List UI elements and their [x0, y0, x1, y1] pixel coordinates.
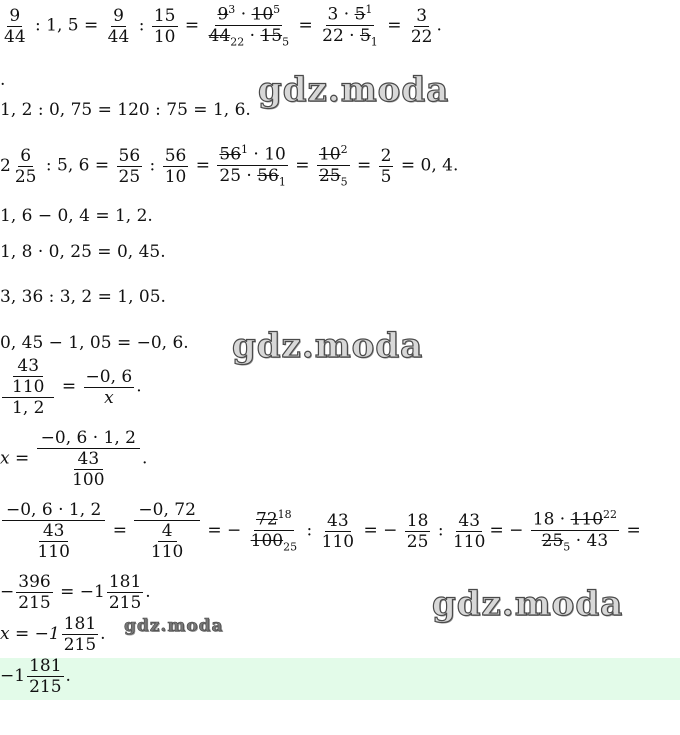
fraction: $\frac{-0, 6}{x}$	[85, 366, 133, 408]
fraction: $\frac{2}{5}$	[380, 145, 392, 187]
fraction: $\frac{6}{25}$	[14, 145, 37, 187]
compound-fraction: $\frac{-0, 6 \cdot 1, 2}{\frac{43}{110}}$	[2, 500, 105, 562]
fraction: $\frac{181}{215}$	[63, 614, 97, 655]
fraction: $\frac{9}{44}$	[4, 5, 26, 47]
equation-line-2: 1, 2 : 0, 75 = 120 : 75 = 1, 6.	[0, 100, 251, 120]
x-expression: x = $\frac{-0, 6 \cdot 1, 2}{\frac{43}{100}}$ .	[0, 428, 148, 490]
reduced-fraction: $\frac{18 \cdot 110^{22}}{25_5 \cdot 43}$	[531, 505, 619, 557]
reduced-fraction: $\frac{10^2}{25_5}$	[317, 140, 350, 192]
fraction: $\frac{396}{215}$	[18, 572, 51, 613]
answer-line: −1 $\frac{181}{215}$ .	[0, 656, 71, 697]
reduced-fraction: $\frac{56^1 \cdot 10}{25 \cdot 56_1}$	[217, 140, 287, 192]
equation-line-7: 0, 45 − 1, 05 = −0, 6.	[0, 333, 189, 353]
compound-fraction: $\frac{\frac{43}{110}}{1, 2}$	[2, 356, 54, 418]
fraction: $\frac{15}{10}$	[153, 5, 176, 47]
compound-fraction: $\frac{-0, 6 \cdot 1, 2}{\frac{43}{100}}$	[37, 428, 140, 490]
watermark-logo: gdz.moda	[258, 70, 450, 110]
reduced-fraction: $\frac{72^{18}}{100_{25}}$	[249, 505, 299, 557]
watermark-logo: gdz.moda	[232, 326, 424, 366]
calculation-line: $\frac{-0, 6 \cdot 1, 2}{\frac{43}{110}}$ = $\frac{-0, 72}{\frac{4}{110}}$ = − $\frac{72^{18}}{100_{25}}$ : $\frac{43}{110}$ = − $\frac{18}{25}$ : $\frac{43}{110}$ = − $\frac{18 \cdot 110^{22}}{25_5 \cdot 43}$ =	[0, 500, 641, 562]
watermark-logo: gdz.moda	[432, 584, 624, 624]
answer-highlight	[0, 658, 680, 700]
equation-line-3: 2 $\frac{6}{25}$ : 5, 6 = $\frac{56}{25}$ : $\frac{56}{10}$ = $\frac{56^1 \cdot 10}{25 \cdot 56_1}$ = $\frac{10^2}{25_5}$ = $\frac{2}{5}$ = 0, 4.	[0, 140, 458, 192]
calculation-result: − $\frac{396}{215}$ = −1 $\frac{181}{215}$ .	[0, 572, 151, 613]
fraction: $\frac{18}{25}$	[406, 510, 429, 552]
equation-line-1: $\frac{9}{44}$ : 1, 5 = $\frac{9}{44}$ : $\frac{15}{10}$ = $\frac{9^3 \cdot 10^5}{44_{22} \cdot 15_5}$ = $\frac{3 \cdot 5^1}{22 \cdot 5_1}$ = $\frac{3}{22}$ .	[0, 0, 442, 52]
fraction: $\frac{56}{25}$	[118, 145, 141, 187]
proportion-equation: $\frac{\frac{43}{110}}{1, 2}$ = $\frac{-0, 6}{x}$ .	[0, 356, 142, 418]
equation-line-5: 1, 8 · 0, 25 = 0, 45.	[0, 242, 166, 262]
reduced-fraction: $\frac{3 \cdot 5^1}{22 \cdot 5_1}$	[320, 0, 380, 52]
compound-fraction: $\frac{-0, 72}{\frac{4}{110}}$	[134, 500, 200, 562]
equation-line-6: 3, 36 : 3, 2 = 1, 05.	[0, 287, 166, 307]
fraction: $\frac{181}{215}$	[108, 572, 142, 613]
fraction: $\frac{56}{10}$	[164, 145, 187, 187]
watermark-logo-small: gdz.moda	[124, 616, 224, 636]
reduced-fraction: $\frac{9^3 \cdot 10^5}{44_{22} \cdot 15_5}$	[207, 0, 292, 52]
fraction: $\frac{3}{22}$	[410, 5, 433, 47]
fraction: $\frac{43}{110}$	[321, 510, 355, 552]
x-result: x = −1 $\frac{181}{215}$ .	[0, 614, 106, 655]
fraction: $\frac{181}{215}$	[29, 656, 62, 697]
fraction: $\frac{43}{110}$	[452, 510, 486, 552]
equation-line-4: 1, 6 − 0, 4 = 1, 2.	[0, 206, 153, 226]
dot-line: .	[0, 70, 6, 90]
fraction: $\frac{9}{44}$	[107, 5, 130, 47]
